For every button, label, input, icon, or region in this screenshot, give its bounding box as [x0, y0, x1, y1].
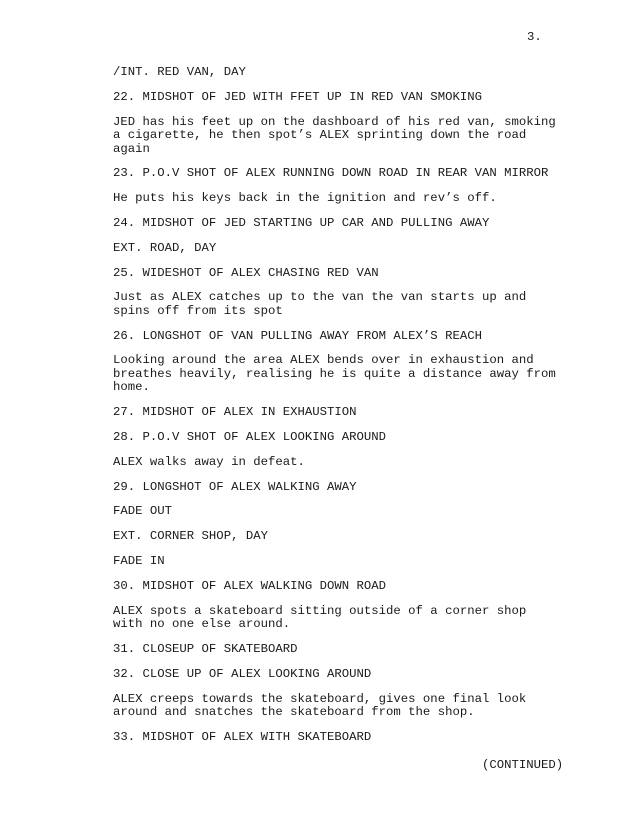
shot-line: 23. P.O.V SHOT OF ALEX RUNNING DOWN ROAD IN REAR VAN MIRROR	[113, 166, 549, 181]
action-paragraph: He puts his keys back in the ignition and rev’s off.	[113, 191, 497, 206]
scene-heading: EXT. ROAD, DAY	[113, 240, 217, 255]
action-paragraph: Looking around the area ALEX bends over in exhaustion and breathes heavily, realising he is quite a distance away from home.	[113, 353, 556, 395]
shot-line: 25. WIDESHOT OF ALEX CHASING RED VAN	[113, 265, 379, 280]
transition: FADE OUT	[113, 504, 173, 519]
shot-line: 32. CLOSE UP OF ALEX LOOKING AROUND	[113, 666, 372, 681]
page-number: 3.	[527, 30, 542, 44]
shot-line: 22. MIDSHOT OF JED WITH FFET UP IN RED VAN SMOKING	[113, 89, 482, 104]
action-paragraph: JED has his feet up on the dashboard of his red van, smoking a cigarette, he then spot’s ALEX sprinting down the road again	[113, 114, 556, 156]
shot-line: 30. MIDSHOT OF ALEX WALKING DOWN ROAD	[113, 578, 387, 593]
action-paragraph: ALEX spots a skateboard sitting outside of a corner shop with no one else around.	[113, 603, 527, 632]
script-body	[113, 66, 573, 756]
shot-line: 27. MIDSHOT OF ALEX IN EXHAUSTION	[113, 405, 357, 420]
transition: FADE IN	[113, 554, 165, 569]
shot-line: 33. MIDSHOT OF ALEX WITH SKATEBOARD	[113, 729, 372, 744]
continued-label: (CONTINUED)	[482, 758, 564, 772]
shot-line: 26. LONGSHOT OF VAN PULLING AWAY FROM ALEX’S REACH	[113, 328, 482, 343]
scene-heading: EXT. CORNER SHOP, DAY	[113, 529, 268, 544]
shot-line: 29. LONGSHOT OF ALEX WALKING AWAY	[113, 479, 357, 494]
shot-line: 31. CLOSEUP OF SKATEBOARD	[113, 641, 298, 656]
action-paragraph: Just as ALEX catches up to the van the van starts up and spins off from its spot	[113, 290, 527, 318]
scene-heading: /INT. RED VAN, DAY	[113, 65, 246, 79]
action-paragraph: ALEX walks away in defeat.	[113, 454, 305, 469]
action-paragraph: ALEX creeps towards the skateboard, gives one final look around and snatches the skateboard from the shop.	[113, 691, 527, 720]
shot-line: 28. P.O.V SHOT OF ALEX LOOKING AROUND	[113, 430, 387, 445]
shot-line: 24. MIDSHOT OF JED STARTING UP CAR AND PULLING AWAY	[113, 215, 490, 230]
